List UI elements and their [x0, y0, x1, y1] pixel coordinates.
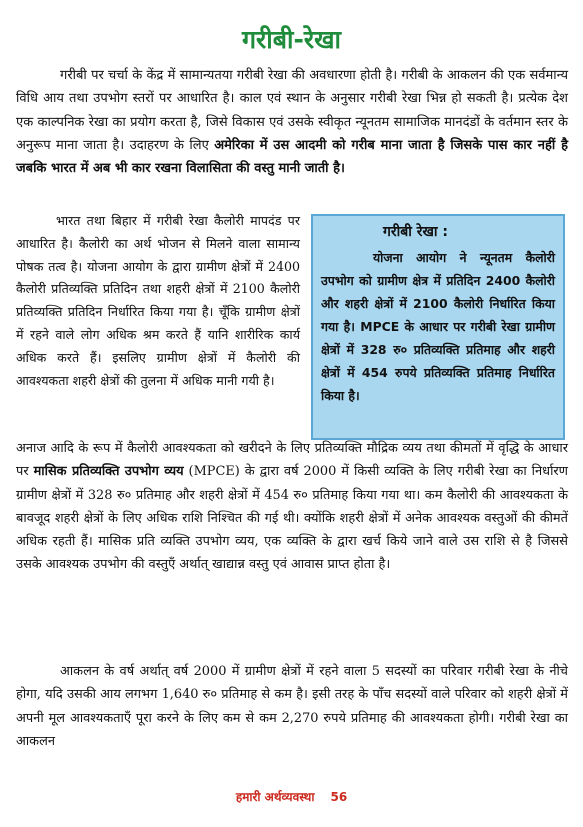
mpce-text-a: अनाज आदि के रूप में कैलोरी आवश्यकता को खरीदने के लिए प्रतिव्यक्ति मौद्रिक व्यय तथा कीमतों में वृद्धि के आधार पर: [16, 441, 568, 480]
page-number: 56: [330, 790, 348, 804]
intro-text: गरीबी पर चर्चा के केंद्र में सामान्यतया गरीबी रेखा की अवधारणा होती है। गरीबी के आकलन की एक सर्वमान्य विधि आय तथा उपभोग स्तरों पर आधारित है। काल एवं स्थान के अनुसार गरीबी रेखा भिन्न हो सकती है। प्रत्येक देश एक काल्पनिक रेखा का प्रयोग करता है, जिसे विकास एवं उसके स्वीकृत न्यूनतम सामाजिक मानदंडों के वर्तमान स्तर के अनुरूप माना जाता है। उदाहरण के लिए: [16, 68, 568, 153]
poverty-line-box: [311, 214, 565, 440]
box-title: गरीबी रेखा :: [383, 224, 449, 240]
calorie-paragraph: भारत तथा बिहार में गरीबी रेखा कैलोरी मापदंड पर आधारित है। कैलोरी का अर्थ भोजन से मिलने वाला सामान्य पोषक तत्व है। योजना आयोग के द्वारा ग्रामीण क्षेत्रों में 2400 कैलोरी प्रतिव्यक्ति प्रतिदिन तथा शहरी क्षेत्रों में 2100 कैलोरी प्रतिव्यक्ति प्रतिदिन निर्धारित किया गया है। चूँकि ग्रामीण क्षेत्रों में रहने वाले लोग अधिक श्रम करते हैं यानि शारीरिक कार्य अधिक करते हैं। इसलिए ग्रामीण क्षेत्रों में कैलोरी की आवश्यकता शहरी क्षेत्रों की तुलना में अधिक मानी गयी है।: [16, 213, 300, 388]
mpce-text-b: (MPCE) के द्वारा वर्ष 2000 में किसी व्यक्ति के लिए गरीबी रेखा का निर्धारण ग्रामीण क्षेत्रों में 328 रु० प्रतिमाह और शहरी क्षेत्रों में 454 रु० प्रतिमाह किया गया था। कम कैलोरी की आवश्यकता के बावजूद शहरी क्षेत्रों के लिए अधिक राशि निश्चित की गई थी। क्योंकि शहरी क्षेत्रों में अनेक आवश्यक वस्तुओं की कीमतें अधिक रहती हैं। मासिक प्रति व्यक्ति उपभोग व्यय, एक व्यक्ति के द्वारा खर्च किये जाने वाले उस राशि से है जिससे उसके आवश्यक उपभोग की वस्तुएँ अर्थात् खाद्यान्न वस्तु एवं आवास प्राप्त होता है।: [16, 464, 568, 573]
page-footer: [0, 788, 583, 805]
box-text: योजना आयोग ने न्यूनतम कैलोरी उपभोग को ग्रामीण क्षेत्र में प्रतिदिन 2400 कैलोरी और शहरी क्षेत्रों में 2100 कैलोरी निर्धारित किया गया है। MPCE के आधार पर गरीबी रेखा ग्रामीण क्षेत्रों में 328 रु० प्रतिव्यक्ति प्रतिमाह और शहरी क्षेत्रों में 454 रुपये प्रतिव्यक्ति प्रतिमाह निर्धारित किया है।: [321, 250, 555, 403]
mpce-bold-text: मासिक प्रतिव्यक्ति उपभोग व्यय: [33, 464, 184, 480]
page-title: गरीबी-रेखा: [241, 25, 342, 54]
intro-bold-text: अमेरिका में उस आदमी को गरीब माना जाता है जिसके पास कार नहीं है जबकि भारत में अब भी कार रखना विलासिता की वस्तु मानी जाती है।: [16, 137, 568, 177]
intro-paragraph: [16, 64, 568, 180]
footer-book-title: हमारी अर्थव्यवस्था: [235, 790, 315, 804]
mpce-paragraph: [16, 437, 568, 577]
estimate-paragraph: आकलन के वर्ष अर्थात् वर्ष 2000 में ग्रामीण क्षेत्रों में रहने वाला 5 सदस्यों का परिवार गरीबी रेखा के नीचे होगा, यदि उसकी आय लगभग 1,640 रु० प्रतिमाह से कम है। इसी तरह के पाँच सदस्यों वाले परिवार को शहरी क्षेत्रों में अपनी मूल आवश्यकताएँ पूरा करने के लिए कम से कम 2,270 रुपये प्रतिमाह की आवश्यकता होगी। गरीबी रेखा का आकलन: [16, 664, 568, 749]
